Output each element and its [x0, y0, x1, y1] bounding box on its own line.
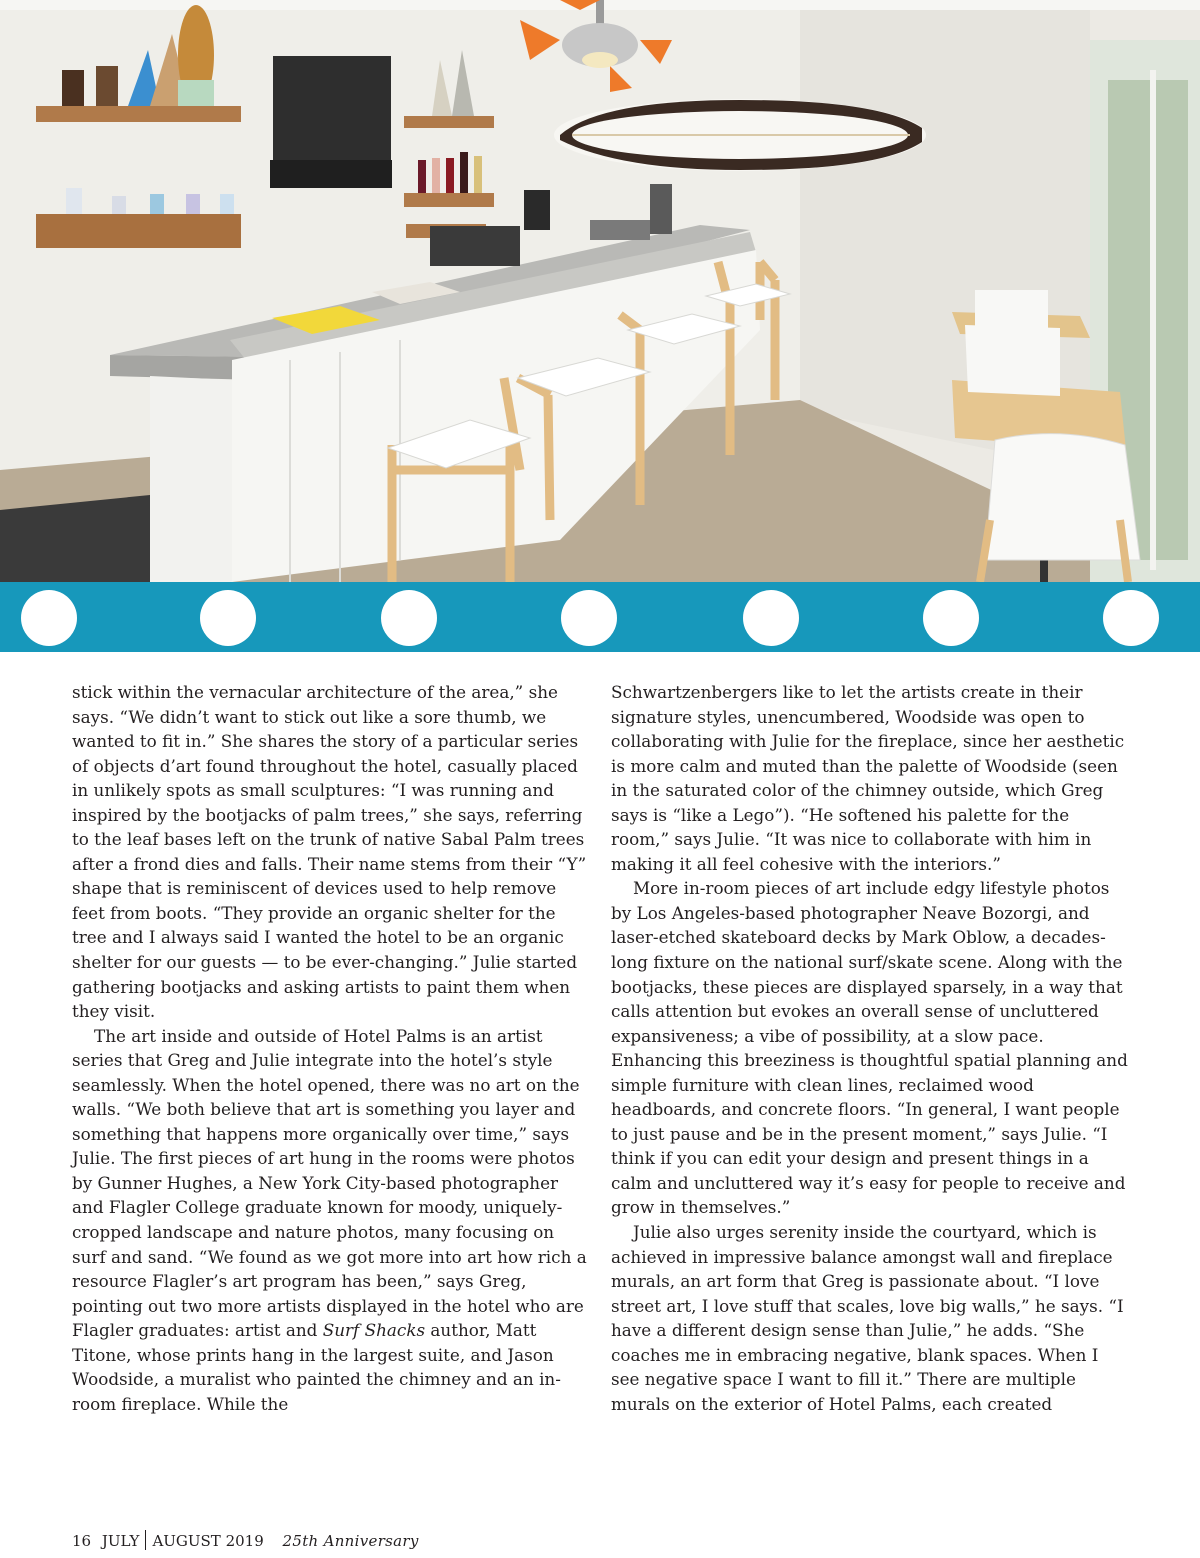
article-paragraph: Julie also urges serenity inside the courtyard, which is achieved in impressive balance amongst wall and fireplace murals, an art form that Greg is passionate about. “I love street art, I love stuff that scales, love big walls,” he says. “I have a different design sense than Julie,” he adds. “She coaches me in embracing negative, blank spaces. When I see negative space I want to fill it.” There are multiple murals on the exterior of Hotel Palms, each created	[611, 1222, 1124, 1414]
page-number: 16	[72, 1532, 92, 1550]
surfboard	[554, 99, 926, 171]
paragraph-text: The art inside and outside of Hotel Palms is an artist series that Greg and Julie integrate into the hotel’s style seamlessly. When the hotel opened, there was no art on the walls. “We both believe that art is something you layer and something that happens more organically over time,” says Julie. The first pieces of art hung in the rooms were photos by Gunner Hughes, a New York City-based photographer and Flagler College graduate known for moody, uniquely-cropped landscape and nature photos, many focusing on surf and sand. “We found as we got more into art how rich a resource Flagler’s art program has been,” says Greg, pointing out two more artists displayed in the hotel who are Flagler graduates: artist and	[72, 1025, 587, 1341]
article-paragraph	[72, 1024, 590, 1417]
article-paragraph: Schwartzenbergers like to let the artists create in their signature styles, unencumbered, Woodside was open to collaborating with Julie for the fireplace, since her aesthetic is more calm and muted than the palette of Woodside (seen in the saturated color of the chimney outside, which Greg says is “like a Lego”). “He softened his palette for the room,” says Julie. “It was nice to collaborate with him in making it all feel cohesive with the interiors.”	[611, 682, 1125, 874]
band-dot	[200, 590, 256, 646]
band-dot	[561, 590, 617, 646]
band-dot	[1103, 590, 1159, 646]
page-footer	[72, 1530, 419, 1550]
wall-tv	[270, 56, 392, 188]
anniversary-label: 25th Anniversary	[282, 1532, 419, 1550]
book-title: Surf Shacks	[322, 1320, 426, 1341]
band-dot	[381, 590, 437, 646]
issue-date: AUGUST 2019	[152, 1532, 264, 1550]
article-paragraph: stick within the vernacular architecture of the area,” she says. “We didn’t want to stick out like a sore thumb, we wanted to fit in.” She shares the story of a particular series of objects d’art found throughout the hotel, casually placed in unlikely spots as small sculptures: “I was running and inspired by the bootjacks of palm trees,” she says, referring to the leaf bases left on the trunk of native Sabal Palm trees after a frond dies and falls. Their name stems from their “Y” shape that is reminiscent of devices used to help remove feet from boots. “They provide an organic shelter for the tree and I always said I wanted the hotel to be an organic shelter for our guests — to be ever-changing.” Julie started gathering bootjacks and asking artists to paint them when they visit.	[72, 682, 587, 1022]
band-dot	[923, 590, 979, 646]
band-dot	[743, 590, 799, 646]
footer-divider	[145, 1530, 146, 1550]
article-column-left	[72, 680, 590, 1416]
hero-photo	[0, 0, 1200, 582]
article-column-right	[611, 680, 1129, 1416]
article-paragraph: More in-room pieces of art include edgy lifestyle photos by Los Angeles-based photographer Neave Bozorgi, and laser-etched skateboard decks by Mark Oblow, a decades-long fixture on the national surf/skate scene. Along with the bootjacks, these pieces are displayed sparsely, in a way that calls attention but evokes an overall sense of uncluttered expansiveness; a vibe of possibility, at a slow pace. Enhancing this breeziness is thoughtful spatial planning and simple furniture with clean lines, reclaimed wood headboards, and concrete floors. “In general, I want people to just pause and be in the present moment,” says Julie. “I think if you can edit your design and present things in a calm and uncluttered way it’s easy for people to receive and grow in themselves.”	[611, 878, 1128, 1218]
issue-month: JULY	[101, 1532, 140, 1550]
paragraph-text: author, Matt Titone, whose prints hang in the largest suite, and Jason Woodside, a muralist who painted the chimney and an in-room fireplace. While the	[72, 1320, 561, 1414]
band-dot	[21, 590, 77, 646]
decorative-band	[0, 582, 1200, 652]
